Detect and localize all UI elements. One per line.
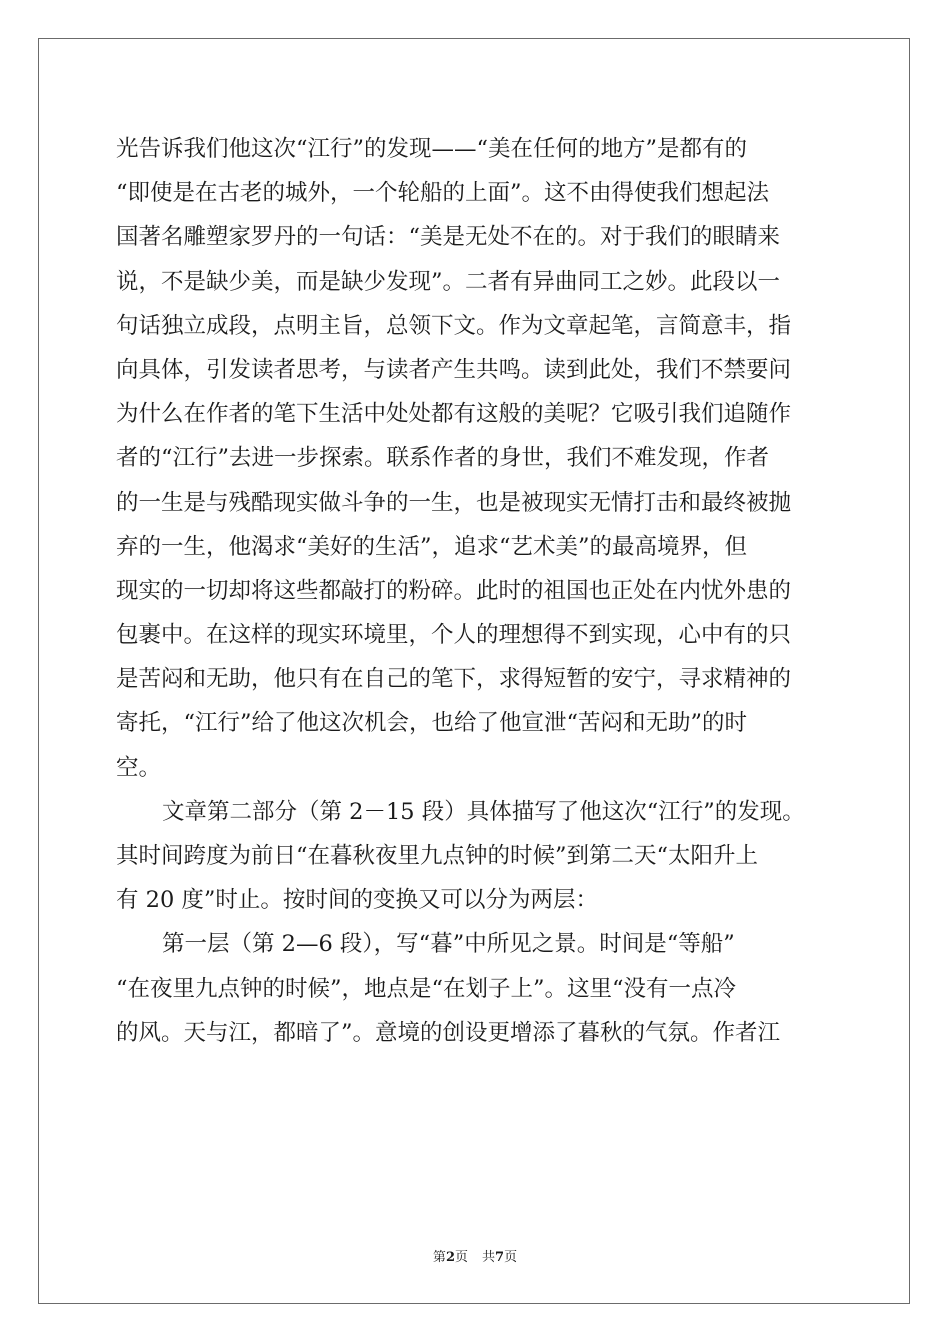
total-suffix: 页 [504,1250,518,1265]
text-line: 的一生是与残酷现实做斗争的一生，也是被现实无情打击和最终被抛 [116,489,792,516]
text-line: 者的“江行”去进一步探索。联系作者的身世，我们不难发现，作者 [116,445,770,472]
text-line: “在夜里九点钟的时候”，地点是“在划子上”。这里“没有一点冷 [116,975,737,1002]
text-line: 为什么在作者的笔下生活中处处都有这般的美呢？它吸引我们追随作 [116,401,792,428]
text-line: 空。 [116,754,162,781]
text-line: 向具体，引发读者思考，与读者产生共鸣。读到此处，我们不禁要问 [116,356,792,383]
text-line: 有 20 度”时止。按时间的变换又可以分为两层： [116,887,598,914]
text-line: 的风。天与江，都暗了”。意境的创设更增添了暮秋的气氛。作者江 [116,1019,781,1046]
total-pages: 7 [495,1250,505,1265]
text-line-paragraph-start: 第一层（第 2—6 段），写“暮”中所见之景。时间是“等船” [162,931,735,958]
text-line: 其时间跨度为前日“在暮秋夜里九点钟的时候”到第二天“太阳升上 [116,843,759,869]
text-line: 寄托，“江行”给了他这次机会，也给了他宣泄“苦闷和无助”的时 [116,710,748,737]
text-line: 是苦闷和无助，他只有在自己的笔下，求得短暂的安宁，寻求精神的 [116,666,792,693]
text-line: 光告诉我们他这次“江行”的发现——“美在任何的地方”是都有的 [116,136,748,162]
total-prefix: 共 [482,1250,496,1265]
document-body [116,127,836,1055]
text-line-paragraph-start: 文章第二部分（第 2－15 段）具体描写了他这次“江行”的发现。 [162,798,805,825]
text-line: 现实的一切却将这些都敲打的粉碎。此时的祖国也正处在内忧外患的 [116,577,792,604]
text-line: 说，不是缺少美，而是缺少发现”。二者有异曲同工之妙。此段以一 [116,268,781,295]
text-line: 国著名雕塑家罗丹的一句话：“美是无处不在的。对于我们的眼睛来 [116,224,781,251]
text-line: 句话独立成段，点明主旨，总领下文。作为文章起笔，言简意丰，指 [116,312,792,339]
text-line: 包裹中。在这样的现实环境里，个人的理想得不到实现，心中有的只 [116,622,792,649]
page-prefix: 第 [432,1250,446,1265]
text-line: “即使是在古老的城外，一个轮船的上面”。这不由得使我们想起法 [116,180,770,207]
page-footer [0,1246,950,1265]
page-number: 2 [445,1250,455,1265]
page-suffix: 页 [454,1250,468,1265]
text-line: 弃的一生，他渴求“美好的生活”，追求“艺术美”的最高境界，但 [116,533,748,560]
